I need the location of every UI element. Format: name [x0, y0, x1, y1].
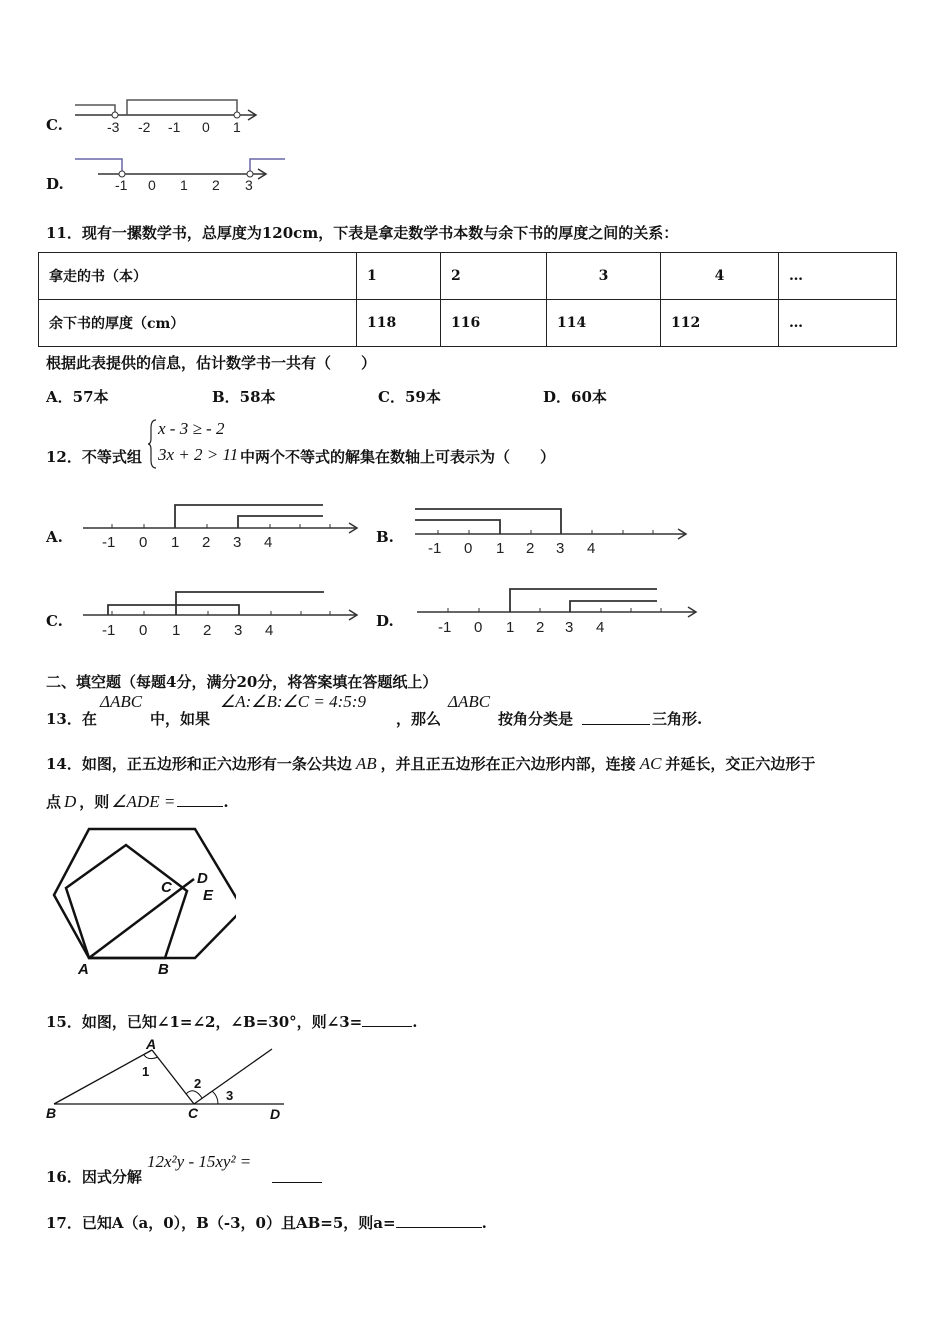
q17-text: 17．已知A（a，0），B（-3，0）且AB=5，则a= — [46, 1214, 396, 1232]
tick-label: 1 — [233, 119, 241, 135]
tick-label: 0 — [139, 534, 148, 551]
q16-prefix: 16．因式分解 — [46, 1168, 142, 1186]
tick-label: -3 — [107, 119, 120, 135]
table-cell: … — [779, 300, 897, 347]
q13-math-3: ΔABC — [448, 692, 491, 711]
q15-end: . — [412, 1013, 418, 1031]
tick-label: 4 — [596, 619, 605, 636]
tick-label: 0 — [474, 619, 483, 636]
q14-text: 点 — [46, 793, 62, 811]
q14-text: . — [223, 793, 229, 811]
tick-label: 4 — [587, 540, 596, 557]
q12-option-c-label: C. — [46, 612, 63, 630]
tick-label: 0 — [148, 177, 156, 193]
q14-text: 并延长，交正六边形于 — [665, 755, 816, 773]
q13 — [46, 692, 926, 732]
number-line-a — [78, 500, 368, 555]
q11-option-a: A．57本 — [46, 388, 109, 406]
q13-text-2: 中，如果 — [150, 710, 211, 728]
q15-label-a: A — [146, 1036, 157, 1052]
answer-blank[interactable] — [582, 710, 650, 725]
q11-text: 11．现有一摞数学书，总厚度为120cm，下表是拿走数学书本数与余下书的厚度之间的关系： — [46, 224, 679, 242]
q12-inequality-1: x - 3 ≥ - 2 — [158, 419, 225, 438]
tick-label: 1 — [171, 534, 180, 551]
q15-label-c: C — [188, 1105, 199, 1121]
number-line-d-prev — [70, 152, 290, 194]
table-row — [39, 253, 897, 300]
table-cell: 2 — [441, 253, 547, 300]
q13-math-1: ΔABC — [100, 692, 143, 711]
q11-option-b: B．58本 — [212, 388, 276, 406]
table-row — [39, 300, 897, 347]
tick-label: -1 — [115, 177, 128, 193]
q14-label-c: C — [161, 879, 172, 896]
tick-label: 2 — [526, 540, 535, 557]
q15-angle-2: 2 — [194, 1076, 202, 1091]
tick-label: 3 — [565, 619, 574, 636]
tick-label: 3 — [245, 177, 253, 193]
q13-text-4: 按角分类是 — [498, 710, 574, 728]
tick-label: -1 — [102, 622, 116, 639]
q12-option-a-label: A. — [46, 528, 63, 546]
tick-label: 0 — [464, 540, 473, 557]
tick-label: 1 — [506, 619, 515, 636]
tick-label: -1 — [438, 619, 452, 636]
tick-label: 2 — [536, 619, 545, 636]
number-line-c-prev — [70, 95, 270, 140]
q13-text-3: ，那么 — [396, 710, 442, 728]
tick-label: -1 — [428, 540, 442, 557]
tick-label: 2 — [202, 534, 211, 551]
answer-blank[interactable] — [362, 1012, 412, 1027]
q12-prefix: 12．不等式组 — [46, 448, 142, 466]
q13-text-1: 13．在 — [46, 710, 97, 728]
q15-figure — [44, 1036, 294, 1126]
q14-math-d: D — [64, 792, 77, 811]
table-cell: 114 — [547, 300, 661, 347]
answer-blank[interactable] — [396, 1213, 482, 1228]
option-c-label: C. — [46, 116, 63, 134]
table-header-cell: 拿走的书（本） — [39, 253, 357, 300]
q13-text-5: 三角形. — [652, 710, 703, 728]
q14-label-d: D — [197, 870, 208, 887]
tick-label: 1 — [172, 622, 181, 639]
q14-math-ab: AB — [355, 754, 377, 773]
table-cell: 4 — [661, 253, 779, 300]
q12-inequality-2: 3x + 2 > 11 — [158, 445, 239, 464]
option-d-label: D. — [46, 175, 64, 193]
table-cell: … — [779, 253, 897, 300]
tick-label: 3 — [233, 534, 242, 551]
q15-angle-1: 1 — [142, 1064, 150, 1079]
q14-text: ，则 — [79, 793, 110, 811]
q13-math-2: ∠A:∠B:∠C = 4:5:9 — [220, 692, 366, 711]
q12-option-d-label: D. — [376, 612, 394, 630]
q15 — [46, 1011, 417, 1032]
table-cell: 118 — [357, 300, 441, 347]
tick-label: 4 — [265, 622, 274, 639]
q12-suffix: 中两个不等式的解集在数轴上可表示为（ ） — [240, 448, 556, 466]
tick-label: -1 — [102, 534, 116, 551]
tick-label: 3 — [234, 622, 243, 639]
q15-text: 15．如图，已知∠1=∠2，∠B=30°，则∠3= — [46, 1013, 363, 1031]
q15-label-d: D — [270, 1106, 281, 1122]
q14-line-2 — [46, 791, 229, 812]
table-cell: 116 — [441, 300, 547, 347]
q16-math: 12x²y - 15xy² = — [147, 1152, 252, 1171]
q14-math-ade: ∠ADE = — [111, 792, 176, 811]
tick-label: 0 — [139, 622, 148, 639]
q14-math-ac: AC — [639, 754, 662, 773]
number-line-d — [412, 582, 702, 637]
q14-line-1 — [46, 753, 926, 774]
q12-option-b-label: B. — [376, 528, 394, 546]
tick-label: 4 — [264, 534, 273, 551]
tick-label: 1 — [496, 540, 505, 557]
q14-label-e: E — [203, 887, 214, 904]
q16 — [46, 1152, 446, 1188]
q14-text: 14．如图，正五边形和正六边形有一条公共边 — [46, 755, 352, 773]
q11-table — [38, 252, 897, 347]
q14-label-a: A — [78, 961, 89, 978]
tick-label: 3 — [556, 540, 565, 557]
answer-blank[interactable] — [272, 1168, 322, 1183]
q15-angle-3: 3 — [226, 1088, 234, 1103]
table-cell: 3 — [547, 253, 661, 300]
table-cell: 112 — [661, 300, 779, 347]
tick-label: 2 — [203, 622, 212, 639]
tick-label: 1 — [180, 177, 188, 193]
table-header-cell: 余下书的厚度（cm） — [39, 300, 357, 347]
q11-option-d: D．60本 — [543, 388, 607, 406]
q17 — [46, 1212, 487, 1233]
q14-label-b: B — [158, 961, 169, 978]
tick-label: -1 — [168, 119, 181, 135]
tick-label: 2 — [212, 177, 220, 193]
answer-blank[interactable] — [177, 792, 223, 807]
q14-figure — [46, 820, 236, 985]
table-cell: 1 — [357, 253, 441, 300]
tick-label: 0 — [202, 119, 210, 135]
tick-label: -2 — [138, 119, 151, 135]
q11-question: 根据此表提供的信息，估计数学书一共有（ ） — [46, 354, 377, 372]
q11-option-c: C．59本 — [378, 388, 441, 406]
number-line-c — [78, 585, 368, 640]
q17-end: . — [481, 1214, 487, 1232]
section-title: 二、填空题（每题4分，满分20分，将答案填在答题纸上） — [46, 673, 438, 691]
brace-icon — [148, 418, 158, 470]
q15-label-b: B — [46, 1105, 57, 1121]
q14-text: ，并且正五边形在正六边形内部，连接 — [380, 755, 636, 773]
number-line-b — [410, 502, 700, 557]
